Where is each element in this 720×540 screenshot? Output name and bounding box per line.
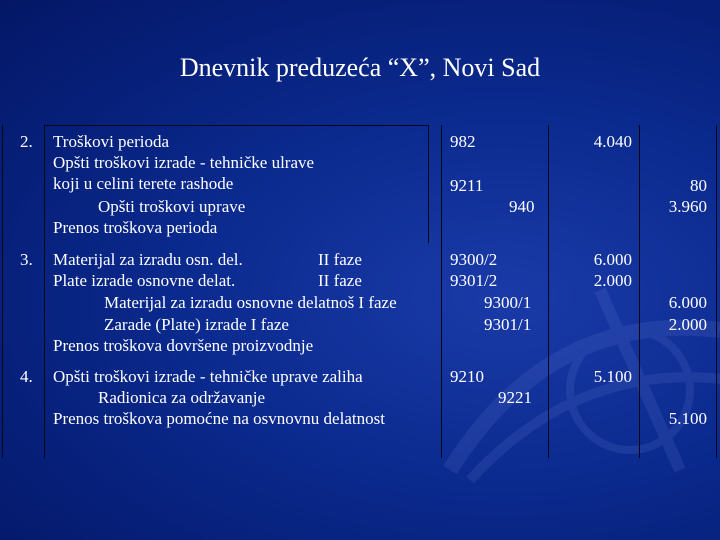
table-right-border: [716, 125, 717, 458]
credit-account: 9300/1: [484, 293, 532, 312]
entry-number: 3.: [20, 250, 33, 269]
credit-amount: 3.960: [668, 197, 707, 216]
debit-account: 9300/2: [450, 250, 498, 269]
debit-account: 9211: [450, 176, 484, 195]
credit-amount: 5.100: [668, 409, 707, 428]
debit-account: 982: [450, 132, 476, 151]
col-divider-credit: [639, 125, 640, 458]
credit-amount: 2.000: [668, 315, 707, 334]
entry-line: Prenos troškova pomoćne na osvnovnu delatnost: [53, 409, 385, 428]
col-divider-accounts: [441, 125, 442, 458]
credit-account: 9221: [498, 388, 532, 407]
entry-line: Plate izrade osnovne delat.: [53, 271, 236, 290]
credit-amount: 6.000: [668, 293, 707, 312]
credit-amount: 80: [690, 176, 707, 195]
debit-account: 9301/2: [450, 271, 498, 290]
debit-amount: 6.000: [593, 250, 632, 269]
col-divider-number: [44, 125, 45, 458]
credit-account: 940: [509, 197, 535, 216]
entry-line: Opšti troškovi izrade - tehničke uprave zaliha: [53, 367, 363, 386]
entry-line: Materijal za izradu osn. del.: [53, 250, 243, 269]
debit-amount: 2.000: [593, 271, 632, 290]
entry-line: Materijal za izradu osnovne delatnoš I faze: [104, 293, 397, 312]
table-left-border: [2, 125, 3, 458]
entry-line: koji u celini terete rashode: [53, 174, 234, 193]
entry-line: Radionica za održavanje: [98, 388, 266, 407]
entry-line: Prenos troškova perioda: [53, 218, 218, 237]
entry-number: 2.: [20, 132, 33, 151]
entry-line: Opšti troškovi uprave: [98, 197, 246, 216]
entry-2-right-border: [428, 125, 429, 243]
entry-line: Opšti troškovi izrade - tehničke ulrave: [53, 153, 315, 172]
debit-account: 9210: [450, 367, 484, 386]
entry-line-phase: II faze: [318, 271, 362, 290]
entry-line: Troškovi perioda: [53, 132, 170, 151]
col-divider-debit: [548, 125, 549, 458]
entry-line: Prenos troškova dovršene proizvodnje: [53, 336, 314, 355]
entry-2-top-border: [44, 125, 428, 126]
entry-number: 4.: [20, 367, 33, 386]
entry-line-phase: II faze: [318, 250, 362, 269]
credit-account: 9301/1: [484, 315, 532, 334]
entry-line: Zarade (Plate) izrade I faze: [104, 315, 289, 334]
debit-amount: 4.040: [593, 132, 632, 151]
debit-amount: 5.100: [593, 367, 632, 386]
page-title: Dnevnik preduzeća “X”, Novi Sad: [179, 53, 541, 82]
